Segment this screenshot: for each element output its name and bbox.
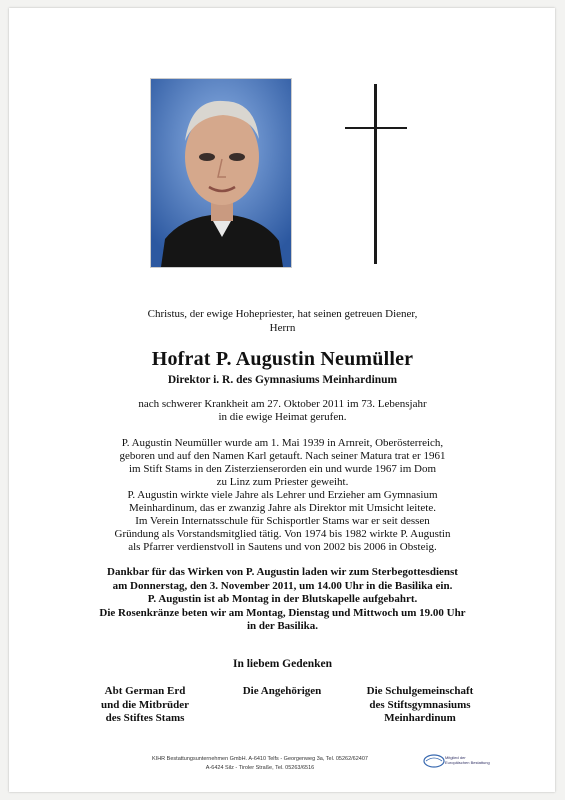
deceased-name: Hofrat P. Augustin Neumüller bbox=[151, 348, 414, 370]
cross-horizontal-bar bbox=[345, 127, 407, 129]
death-line: nach schwerer Krankheit am 27. Oktober 2011 im 73. Lebensjahr bbox=[138, 398, 427, 410]
logo-line: Mitglied der bbox=[445, 755, 466, 760]
footer-line: A-6424 Silz - Tiroler Straße, Tel. 05263/6516 bbox=[205, 765, 315, 771]
funeral-line: P. Augustin ist ab Montag in der Blutskapelle aufgebahrt. bbox=[147, 593, 418, 605]
bio-line: Gründung als Vorstandsmitglied tätig. Von 1974 bis 1982 wirkte P. Augustin bbox=[114, 528, 451, 540]
mourner-group-abbey bbox=[80, 685, 210, 726]
logo-line: Europäischen Bestattung bbox=[445, 760, 490, 765]
intro-line: Herrn bbox=[269, 322, 296, 334]
mourner-group-family bbox=[222, 685, 342, 699]
funeral-line: in der Basilika. bbox=[246, 620, 318, 632]
remembrance-heading: In liebem Gedenken bbox=[232, 658, 333, 670]
mourner-line: Die Angehörigen bbox=[242, 685, 322, 697]
biography bbox=[0, 437, 565, 554]
mourner-line: und die Mitbrüder bbox=[100, 698, 189, 711]
intro-text bbox=[0, 307, 565, 335]
bio-line: zu Linz zum Priester geweiht. bbox=[216, 476, 349, 488]
bio-line: Im Verein Internatsschule für Schisportler Stams war er seit dessen bbox=[135, 515, 430, 527]
funeral-info bbox=[0, 566, 565, 634]
funeral-line: Dankbar für das Wirken von P. Augustin laden wir zum Sterbegottesdienst bbox=[107, 566, 458, 578]
death-line: in die ewige Heimat gerufen. bbox=[218, 411, 347, 423]
intro-line: Christus, der ewige Hohepriester, hat seinen getreuen Diener, bbox=[147, 308, 418, 320]
deceased-title: Direktor i. R. des Gymnasiums Meinhardinum bbox=[167, 374, 398, 386]
mourner-line: Die Schulgemeinschaft bbox=[366, 685, 474, 697]
bio-line: P. Augustin wirkte viele Jahre als Lehrer und Erzieher am Gymnasium bbox=[127, 489, 438, 501]
mourner-line: des Stiftsgymnasiums bbox=[369, 698, 471, 711]
funeral-line: am Donnerstag, den 3. November 2011, um 14.00 Uhr in die Basilika ein. bbox=[112, 579, 453, 592]
bio-line: P. Augustin Neumüller wurde am 1. Mai 1939 in Arnreit, Oberösterreich, bbox=[121, 437, 444, 449]
death-notice bbox=[0, 398, 565, 424]
mourner-line: des Stiftes Stams bbox=[105, 712, 185, 724]
footer-line: KIHR Bestattungsunternehmen GmbH. A-6410 Telfs - Georgenweg 3a, Tel. 05262/62407 bbox=[152, 756, 368, 762]
bio-line: im Stift Stams in den Zisterzienserorden ein und wurde 1967 im Dom bbox=[128, 463, 437, 475]
bio-line: als Pfarrer verdienstvoll in Sautens und von 2002 bis 2006 in Obsteig. bbox=[128, 541, 437, 553]
undertaker-footer bbox=[100, 755, 420, 773]
association-logo bbox=[423, 753, 493, 769]
logo-text bbox=[445, 755, 493, 765]
mourner-line: Meinhardinum bbox=[384, 712, 456, 724]
bio-line: geboren und auf den Namen Karl getauft. Nach seiner Matura trat er 1961 bbox=[119, 450, 446, 462]
funeral-line: Die Rosenkränze beten wir am Montag, Dienstag und Mittwoch um 19.00 Uhr bbox=[99, 606, 466, 619]
portrait-photo bbox=[150, 78, 292, 268]
mourner-line: Abt German Erd bbox=[104, 685, 186, 697]
globe-icon bbox=[423, 753, 445, 769]
bio-line: Meinhardinum, das er zwanzig Jahre als Direktor mit Umsicht leitete. bbox=[129, 502, 436, 514]
mourner-group-school bbox=[345, 685, 495, 726]
cross-vertical-bar bbox=[374, 84, 377, 264]
